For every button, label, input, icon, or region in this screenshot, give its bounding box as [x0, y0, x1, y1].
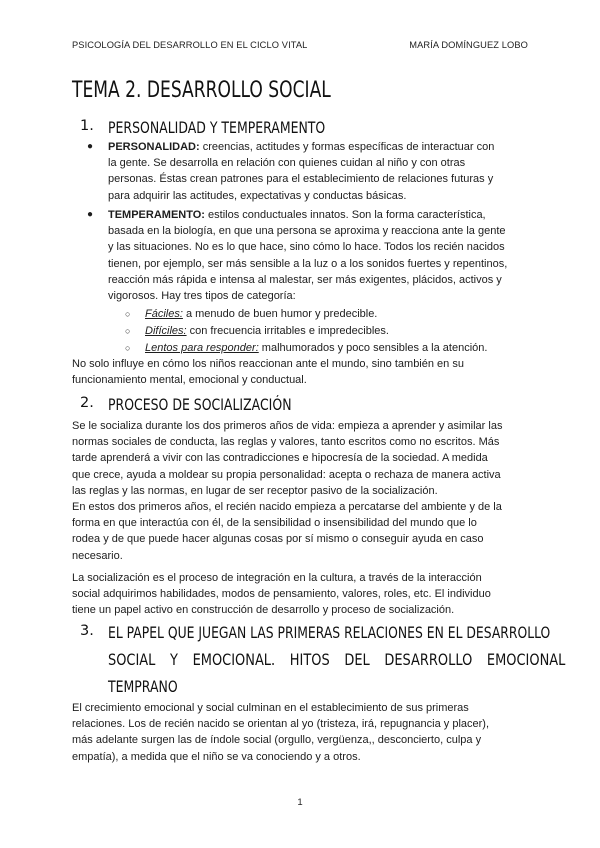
bullet-personalidad-line-4: para adquirir las actitudes, expectativas y conductas básicas. — [108, 189, 407, 202]
page-header — [72, 40, 528, 50]
section-1-number: 1. — [80, 118, 94, 134]
term-personalidad: PERSONALIDAD: — [108, 141, 200, 153]
subitem-faciles: ○ Fáciles: a menudo de buen humor y predecible. — [145, 306, 528, 322]
bullet-temperamento — [87, 207, 528, 304]
sub-bullet-icon: ○ — [125, 343, 131, 353]
subitem-lentos: ○ Lentos para responder: malhumorados y poco sensibles a la atención. — [145, 340, 528, 356]
document-title: TEMA 2. DESARROLLO SOCIAL — [72, 77, 331, 103]
bullet-personalidad-line-2: la gente. Se desarrolla en relación con quienes cuidan al niño y con otras — [108, 157, 466, 170]
sub-bullet-icon: ○ — [125, 326, 131, 336]
bullet-temperamento-line-2: basada en la biología, en que una persona se aproxima y reacciona ante la gente — [108, 225, 506, 238]
bullet-icon: ● — [87, 141, 94, 152]
bullet-temperamento-line-5: reacción más rápida e intensa al malestar, ser más exigentes, plácidos, activos y — [108, 273, 502, 286]
section-2-title: PROCESO DE SOCIALIZACIÓN — [108, 395, 292, 414]
section-3-paragraph-1: El crecimiento emocional y social culminan en el establecimiento de sus primeras relaciones. Los de recién nacido se orientan al yo (tristeza, irá, repugnancia y placer), más adelante surgen las de índole social (orgullo, vergüenza,, desconcierto, culpa y empatía), a medida que el niño se va conociendo y a otros. — [72, 702, 490, 763]
section-3-title-line-3: TEMPRANO — [108, 677, 178, 696]
header-author: MARÍA DOMÍNGUEZ LOBO — [409, 40, 528, 50]
section-2-number: 2. — [80, 395, 94, 411]
section-3-title-line-2: SOCIAL Y EMOCIONAL. HITOS DEL DESARROLLO EMOCIONAL — [108, 650, 566, 669]
header-course: PSICOLOGÍA DEL DESARROLLO EN EL CICLO VITAL — [72, 40, 308, 50]
bullet-temperamento-line-6: vigorosos. Hay tres tipos de categoría: — [108, 290, 296, 303]
section-2-paragraph-1: Se le socializa durante los dos primeros años de vida: empieza a aprender y asimilar las normas sociales de conducta, las reglas y valores, tanto escritos como no escritos. Más tarde aprenderá a vivir con las contradicciones e hipocresía de la sociedad. A medida que crece, ayuda a moldear su propia personalidad: acepta o rechaza de manera activa las reglas y las normas, en lugar de ser receptor pasivo de la socialización. — [72, 420, 503, 497]
section-1-title: PERSONALIDAD Y TEMPERAMENTO — [108, 118, 326, 137]
subitem-lentos-label: Lentos para responder: — [145, 342, 259, 354]
section-2-paragraph-3: La socialización es el proceso de integración en la cultura, a través de la interacción social adquirimos habilidades, modos de pensamiento, valores, roles, etc. El individuo tiene un papel activo en construcción de desarrollo y proceso de socialización. — [72, 572, 491, 617]
bullet-personalidad-line-3: personas. Éstas crean patrones para el establecimiento de relaciones futuras y — [108, 173, 494, 186]
page-number: 1 — [297, 797, 303, 808]
bullet-temperamento-line-1: TEMPERAMENTO: estilos conductuales innatos. Son la forma característica, — [108, 209, 486, 221]
subitem-dificiles-label: Difíciles: — [145, 325, 187, 337]
bullet-temperamento-line-4: tienen, por ejemplo, ser más sensible a la luz o a los sonidos fuertes y repentinos, — [108, 257, 508, 270]
subitem-faciles-label: Fáciles: — [145, 308, 183, 320]
sub-bullet-icon: ○ — [125, 309, 131, 319]
bullet-personalidad-line-1: PERSONALIDAD: creencias, actitudes y formas específicas de interactuar con — [108, 141, 495, 153]
bullet-personalidad — [87, 139, 528, 204]
bullet-temperamento-line-3: y las situaciones. No es lo que hace, sino cómo lo hace. Todos los recién nacidos — [108, 241, 505, 254]
term-temperamento: TEMPERAMENTO: — [108, 209, 205, 221]
section-3-title-line-1: EL PAPEL QUE JUEGAN LAS PRIMERAS RELACIONES EN EL DESARROLLO — [108, 623, 551, 642]
section-2-paragraph-2: En estos dos primeros años, el recién nacido empieza a percatarse del ambiente y de la forma en que interactúa con él, de la sensibilidad o insensibilidad del mundo que lo rodea y de que puede hacer algunas cosas por sí mismo o conseguir ayuda en caso necesario. — [72, 501, 502, 562]
section-1-closing: No solo influye en cómo los niños reaccionan ante el mundo, sino también en su funcionamiento mental, emocional y conductual. — [72, 358, 464, 387]
subitem-dificiles: ○ Difíciles: con frecuencia irritables e impredecibles. — [145, 323, 528, 339]
section-3-number: 3. — [80, 623, 94, 639]
bullet-icon: ● — [87, 209, 94, 220]
